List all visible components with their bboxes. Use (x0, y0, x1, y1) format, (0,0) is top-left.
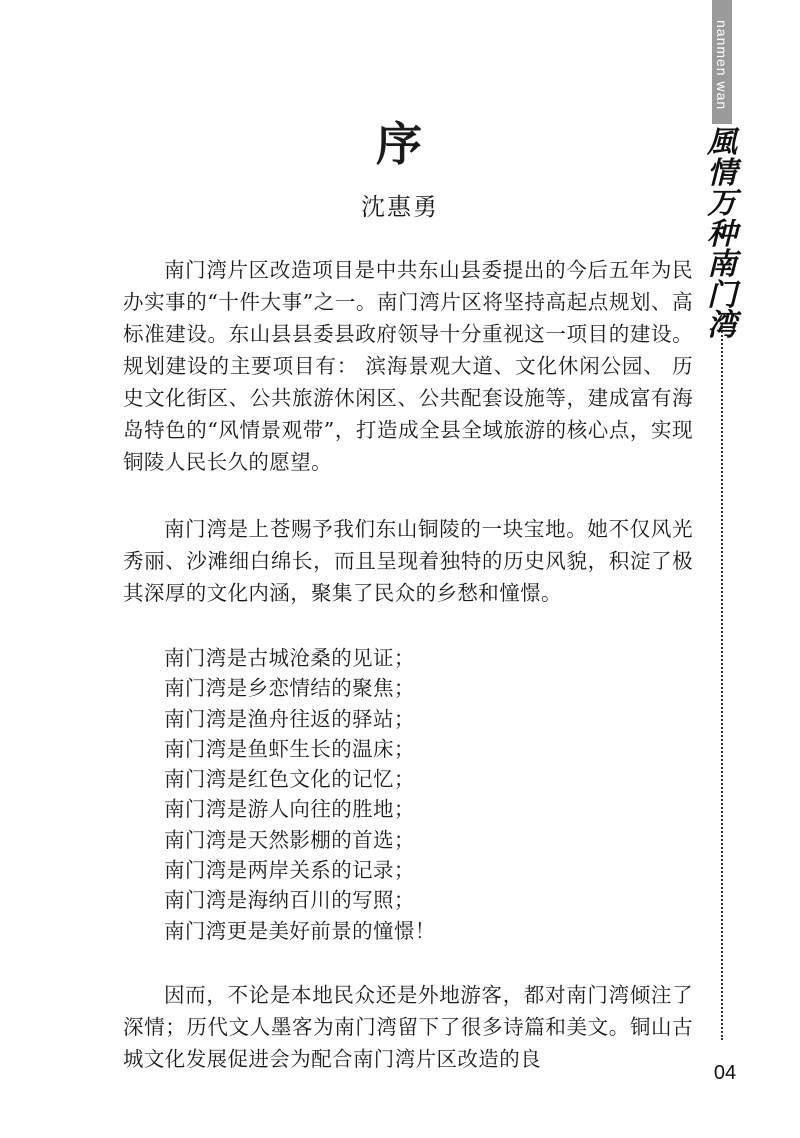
paragraph: 南门湾片区改造项目是中共东山县委提出的今后五年为民办实事的“十件大事”之一。南门湾片区将坚持高起点规划、高标准建设。东山县县委县政府领导十分重视这一项目的建设。规划建设的主要项目有： 滨海景观大道、文化休闲公园、 历史文化街区、公共旅游休闲区、公共配套设施等，建成富有海岛特色的“风情景观带”，打造成全县全域旅游的核心点，实现铜陵人民长久的愿望。 (123, 258, 693, 474)
paragraph: 南门湾是上苍赐予我们东山铜陵的一块宝地。她不仅风光秀丽、沙滩细白绵长，而且呈现着独特的历史风貌，积淀了极其深厚的文化内涵，聚集了民众的乡愁和憧憬。 (123, 517, 693, 605)
verse-line: 南门湾是鱼虾生长的温床； (164, 736, 415, 761)
book-title-vertical: 風情万种南门湾 (707, 125, 737, 343)
verse-line: 南门湾是两岸关系的记录； (164, 858, 415, 883)
verse-line: 南门湾是游人向往的胜地； (164, 797, 415, 822)
verse-line: 南门湾是渔舟往返的驿站； (164, 706, 415, 731)
chapter-title: 序 (376, 117, 424, 171)
verse-line: 南门湾是天然影棚的首选； (164, 827, 415, 852)
verse-line: 南门湾是乡恋情结的聚焦； (164, 676, 415, 701)
verse-list (123, 643, 693, 946)
verse-line: 南门湾是海纳百川的写照； (164, 888, 415, 913)
body-text (123, 254, 693, 1110)
dotted-divider (721, 324, 723, 1040)
paragraph: 因而，不论是本地民众还是外地游客，都对南门湾倾注了深情；历代文人墨客为南门湾留下了很多诗篇和美文。铜山古城文化发展促进会为配合南门湾片区改造的良 (123, 982, 693, 1071)
side-tab-label: nanmen wan (714, 20, 730, 111)
verse-line: 南门湾是古城沧桑的见证； (164, 646, 415, 670)
author-name: 沈惠勇 (361, 193, 439, 221)
page-number: 04 (713, 1062, 737, 1084)
verse-line: 南门湾是红色文化的记忆； (164, 767, 415, 792)
verse-line: 南门湾更是美好前景的憧憬！ (164, 918, 436, 943)
